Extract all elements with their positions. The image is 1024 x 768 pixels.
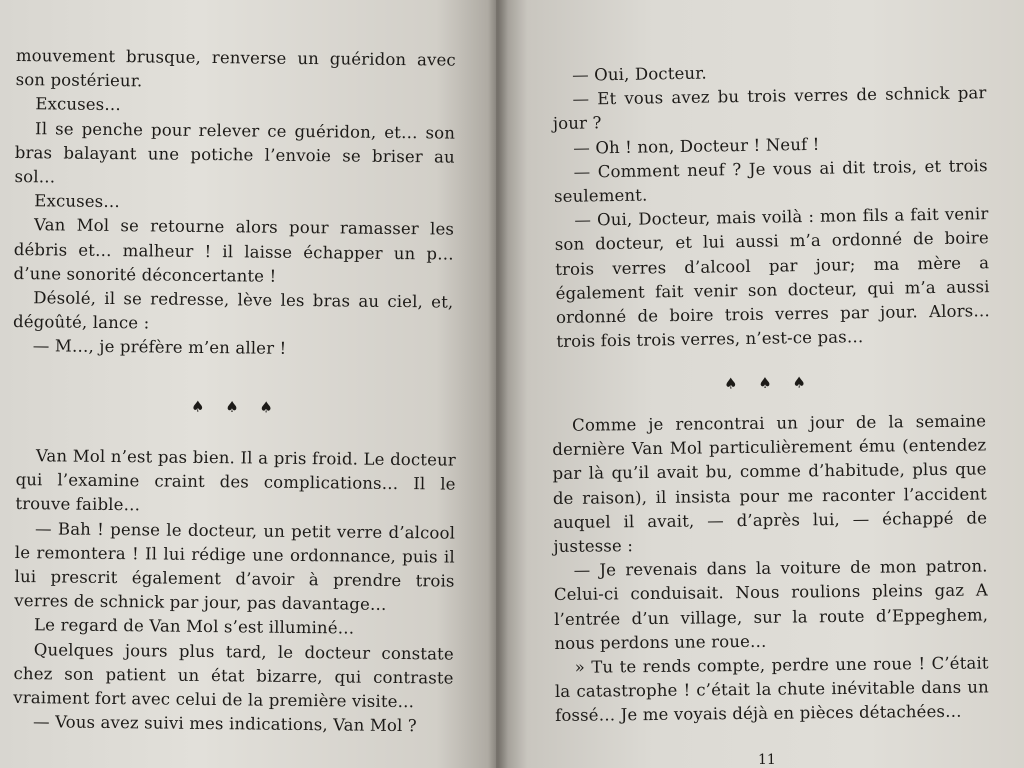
paragraph: Van Mol se retourne alors pour ramasser les débris et… malheur ! il laisse échapper un p… d’une sonorité déconcertante ! [13, 215, 455, 286]
paragraph: Excuses… [35, 94, 122, 115]
left-page-top-text [13, 44, 456, 363]
left-page-bottom-text [13, 444, 456, 739]
paragraph: Comme je rencontrai un jour de la semaine dernière Van Mol particulièrement ému (entendez par là qu’il avait bu, comme d’habitude, plus que de raison), il insista pour me raconter l’accident auquel il avait, — d’après lui, — échappé de justesse : [552, 411, 988, 557]
paragraph: — Comment neuf ? Je vous ai dit trois, et trois seulement. [553, 155, 988, 206]
paragraph: Quelques jours plus tard, le docteur constate chez son patient un état bizarre, qui contraste vraiment fort avec celui de la première visite… [13, 639, 454, 712]
paragraph: Van Mol n’est pas bien. Il a pris froid. Le docteur qui l’examine craint des complications… Il le trouve faible… [15, 446, 456, 515]
paragraph: — Je revenais dans la voiture de mon patron. Celui-ci conduisait. Nous roulions pleins gaz A l’entrée d’un village, sur la route d’Eppeghem, nous perdons une roue… [553, 556, 989, 653]
paragraph: Désolé, il se redresse, lève les bras au ciel, et, dégoûté, lance : [12, 288, 454, 333]
paragraph: — Oui, Docteur, mais voilà : mon fils a fait venir son docteur, et lui aussi m’a ordonné de boire trois verres d’alcool par jour; ma mère a également fait venir son docteur, qui m’a aussi ordonné de boire trois verres par jour. Alors… trois fois trois verres, n’est-ce pas… [554, 204, 991, 352]
section-ornament: ♠ ♠ ♠ [190, 397, 282, 417]
paragraph: — M…, je préfère m’en aller ! [32, 336, 287, 359]
right-page [496, 0, 1024, 768]
page-number: 11 [758, 752, 776, 768]
right-page-bottom-text [552, 409, 989, 728]
paragraph: — Oui, Docteur. [572, 63, 707, 85]
paragraph: mouvement brusque, renverse un guéridon avec son postérieur. [15, 45, 456, 91]
paragraph: — Oh ! non, Docteur ! Neuf ! [573, 134, 820, 158]
paragraph: Le regard de Van Mol s’est illuminé… [34, 615, 355, 638]
right-page-top-text [552, 57, 991, 354]
paragraph: — Bah ! pense le docteur, un petit verre d’alcool le remontera ! Il lui rédige une ordonnance, puis il lui prescrit également d’avoir à prendre trois verres de schnick par jour, pas davantage… [14, 518, 456, 615]
paragraph: Excuses… [34, 191, 121, 212]
book-gutter [488, 0, 508, 768]
paragraph: — Et vous avez bu trois verres de schnick par jour ? [552, 83, 987, 134]
left-page [0, 0, 496, 768]
section-ornament: ♠ ♠ ♠ [723, 373, 815, 393]
paragraph: » Tu te rends compte, perdre une roue ! C’était la catastrophe ! c’était la chute inévitable dans un fossé… Je me voyais déjà en pièces détachées… [554, 653, 989, 726]
paragraph: — Vous avez suivi mes indications, Van Mol ? [32, 712, 417, 736]
paragraph: Il se penche pour relever ce guéridon, et… son bras balayant une potiche l’envoie se briser au sol… [14, 118, 456, 187]
